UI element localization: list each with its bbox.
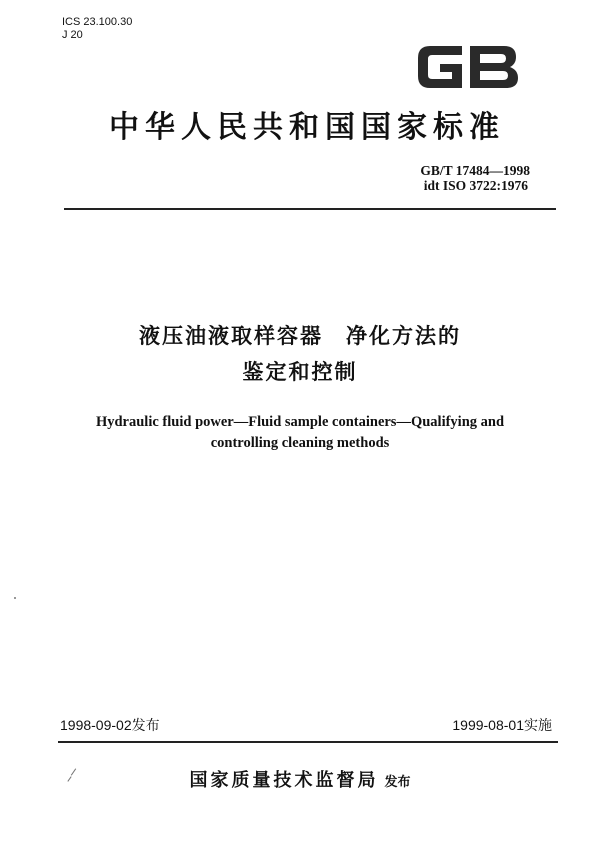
english-title-line-2: controlling cleaning methods <box>210 435 390 451</box>
footer-divider <box>58 741 558 743</box>
standard-number: GB/T 17484—1998 <box>420 163 530 178</box>
ccs-code: J 20 <box>62 29 83 41</box>
gb-logo <box>412 38 524 96</box>
scan-speck <box>14 597 16 599</box>
header-divider <box>64 208 556 210</box>
chinese-title-line-1: 液压油液取样容器 净化方法的 <box>139 324 461 348</box>
english-title-line-1: Hydraulic fluid power—Fluid sample containers—Qualifying and <box>95 414 505 430</box>
publisher-name: 国家质量技术监督局 <box>189 770 379 791</box>
issue-date: 1998-09-02发布 <box>60 717 160 733</box>
chinese-title-line-2: 鉴定和控制 <box>242 360 358 384</box>
identical-iso-number: idt ISO 3722:1976 <box>423 178 528 193</box>
gb-logo-mark <box>412 38 524 96</box>
implementation-date: 1999-08-01实施 <box>452 717 552 733</box>
publisher <box>60 768 540 796</box>
ics-code: ICS 23.100.30 <box>62 16 133 28</box>
national-standard-title: 中华人民共和国国家标准 <box>109 110 505 145</box>
publisher-suffix: 发布 <box>384 775 411 790</box>
